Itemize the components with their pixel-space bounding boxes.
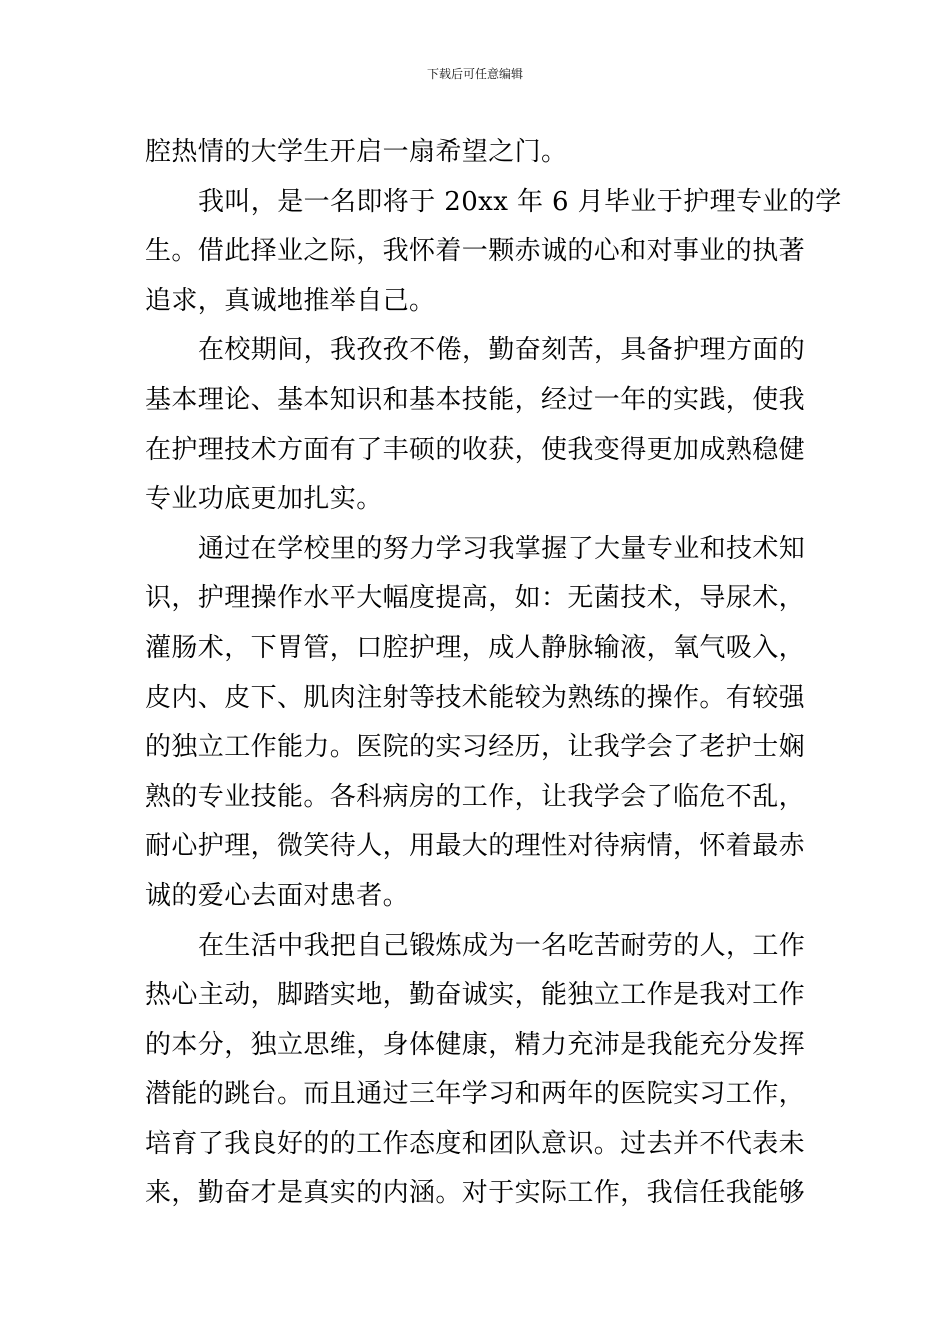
document-body	[145, 128, 842, 1219]
text-line: 识，护理操作水平大幅度提高，如：无菌技术，导尿术，	[145, 583, 806, 614]
text-line: 追求，真诚地推举自己。	[145, 285, 436, 316]
text-line: 培育了我良好的的工作态度和团队意识。过去并不代表未	[145, 1128, 806, 1159]
text-line: 潜能的跳台。而且通过三年学习和两年的医院实习工作，	[145, 1079, 806, 1110]
text-line: 腔热情的大学生开启一扇希望之门。	[145, 137, 568, 167]
text-line: 在校期间，我孜孜不倦，勤奋刻苦，具备护理方面的	[198, 335, 806, 366]
text-line: 基本理论、基本知识和基本技能，经过一年的实践，使我	[145, 384, 806, 415]
text-line: 热心主动，脚踏实地，勤奋诚实，能独立工作是我对工作	[145, 980, 806, 1011]
text-line: 我叫，是一名即将于 20xx 年 6 月毕业于护理专业的学	[198, 186, 842, 217]
text-line: 在生活中我把自己锻炼成为一名吃苦耐劳的人，工作	[198, 930, 806, 961]
text-line: 耐心护理，微笑待人，用最大的理性对待病情，怀着最赤	[145, 831, 806, 862]
text-line: 皮内、皮下、肌肉注射等技术能较为熟练的操作。有较强	[145, 682, 806, 713]
text-line: 熟的专业技能。各科病房的工作，让我学会了临危不乱，	[145, 781, 806, 812]
text-line: 通过在学校里的努力学习我掌握了大量专业和技术知	[198, 533, 806, 564]
text-line: 灌肠术，下胃管，口腔护理，成人静脉输液，氧气吸入，	[145, 632, 806, 663]
text-line: 生。借此择业之际，我怀着一颗赤诚的心和对事业的执著	[145, 236, 806, 267]
text-line: 专业功底更加扎实。	[145, 484, 383, 515]
page-header: 下载后可任意编辑	[426, 67, 523, 81]
text-line: 的独立工作能力。医院的实习经历，让我学会了老护士娴	[145, 732, 806, 763]
text-line: 诚的爱心去面对患者。	[145, 880, 410, 911]
text-line: 来，勤奋才是真实的内涵。对于实际工作，我信任我能够	[145, 1178, 806, 1209]
text-line: 的本分，独立思维，身体健康，精力充沛是我能充分发挥	[145, 1029, 806, 1060]
text-line: 在护理技术方面有了丰硕的收获，使我变得更加成熟稳健	[145, 434, 806, 465]
